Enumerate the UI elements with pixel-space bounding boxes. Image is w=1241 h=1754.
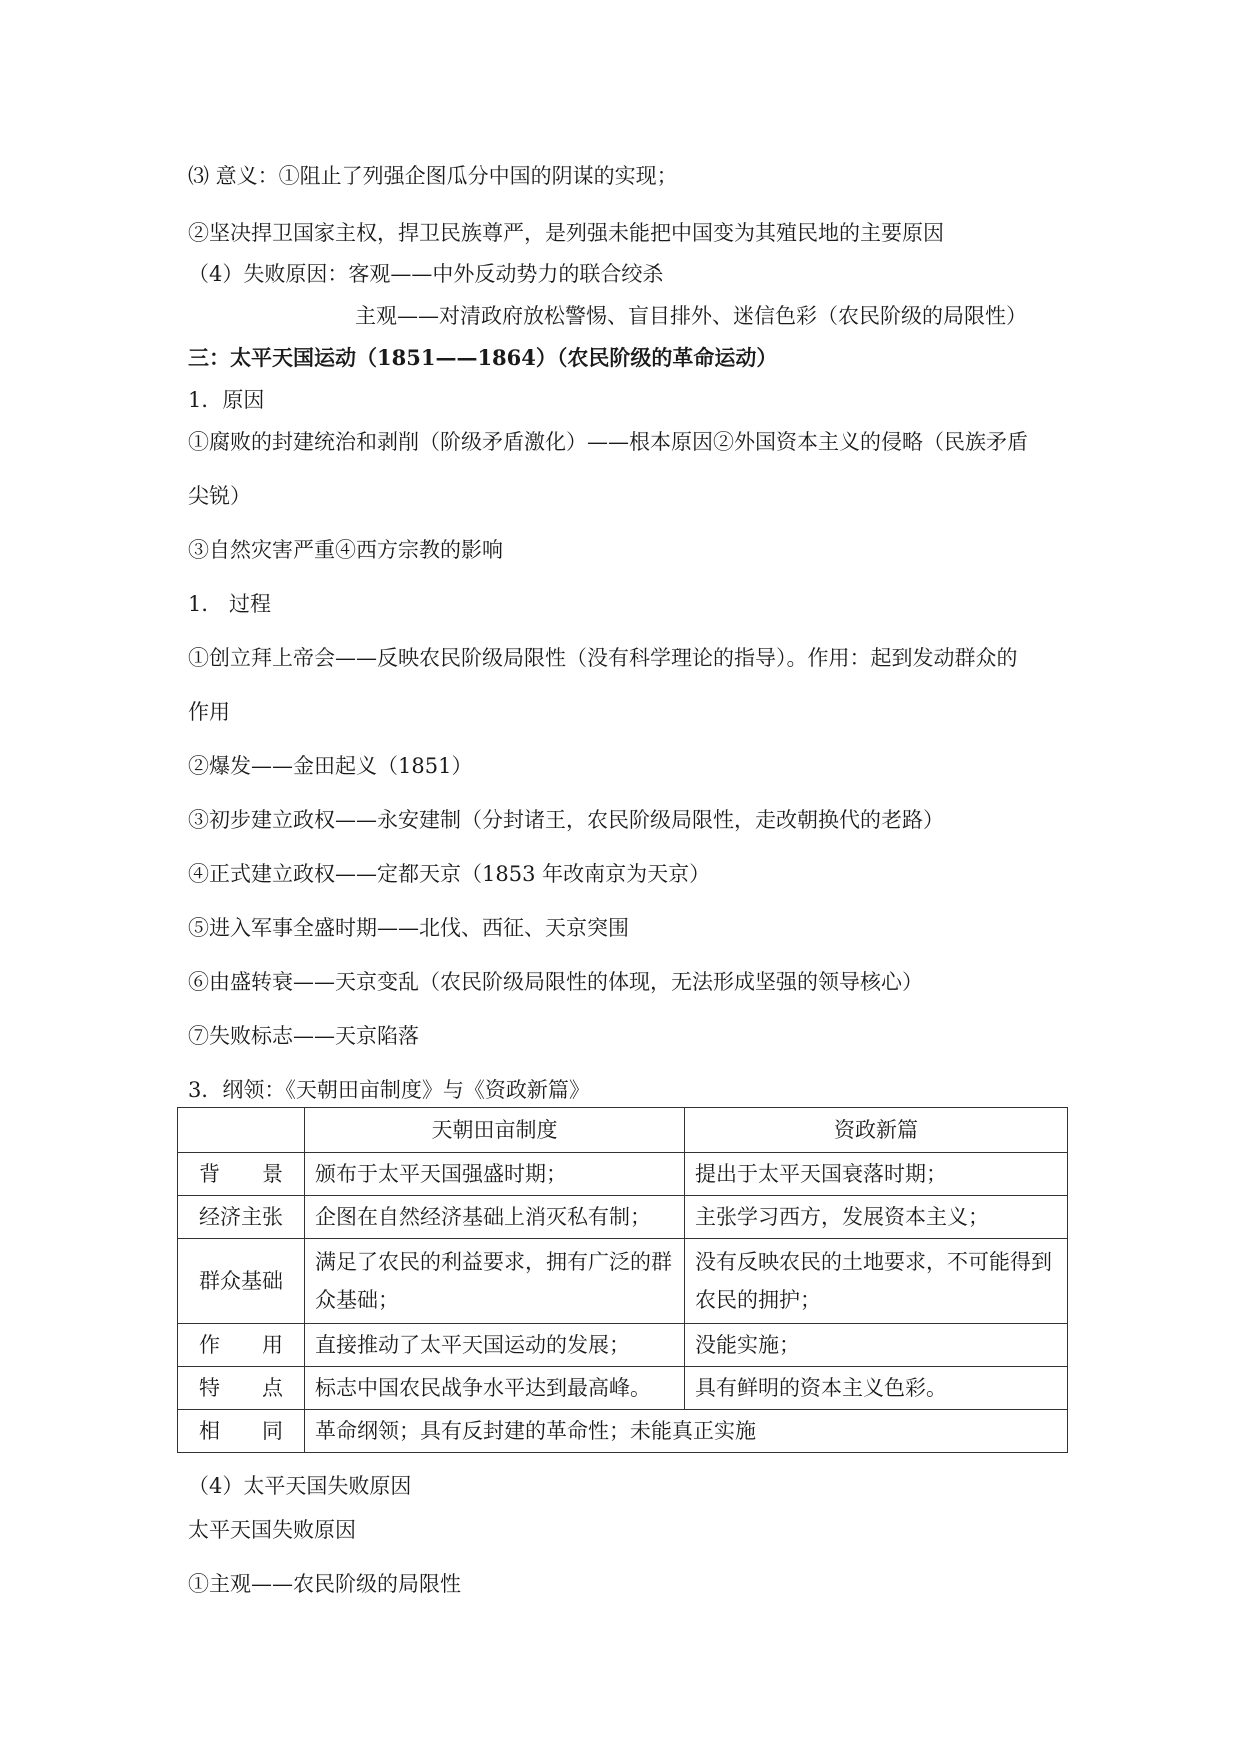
- text-line: ①主观——农民阶级的局限性: [188, 1572, 461, 1596]
- text-line: ⑶ 意义：①阻止了列强企图瓜分中国的阴谋的实现；: [188, 164, 678, 188]
- text-line: 作用: [188, 700, 230, 724]
- row-label: 作 用: [178, 1324, 305, 1367]
- text-line: 3．纲领：《天朝田亩制度》与《资政新篇》: [188, 1078, 590, 1102]
- table-header-cell: [178, 1108, 305, 1153]
- table-cell: 主张学习西方，发展资本主义；: [685, 1196, 1068, 1239]
- text-line: ⑤进入军事全盛时期——北伐、西征、天京突围: [188, 916, 629, 940]
- table-cell: 提出于太平天国衰落时期；: [685, 1153, 1068, 1196]
- text-line: 尖锐）: [188, 484, 251, 508]
- row-label: 相 同: [178, 1410, 305, 1453]
- table-cell: 具有鲜明的资本主义色彩。: [685, 1367, 1068, 1410]
- table-row: [178, 1239, 1068, 1324]
- table-row: [178, 1324, 1068, 1367]
- table-row: [178, 1410, 1068, 1453]
- text-line: 1． 过程: [188, 592, 272, 616]
- text-line: ①腐败的封建统治和剥削（阶级矛盾激化）——根本原因②外国资本主义的侵略（民族矛盾: [188, 430, 1028, 454]
- table-cell: 没有反映农民的土地要求，不可能得到农民的拥护；: [685, 1239, 1068, 1324]
- row-label: 背 景: [178, 1153, 305, 1196]
- row-label: 群众基础: [178, 1239, 305, 1324]
- table-cell: 企图在自然经济基础上消灭私有制；: [305, 1196, 685, 1239]
- text-line: 太平天国失败原因: [188, 1518, 356, 1542]
- table-cell-merged: 革命纲领；具有反封建的革命性；未能真正实施: [305, 1410, 1068, 1453]
- text-line: ③初步建立政权——永安建制（分封诸王，农民阶级局限性，走改朝换代的老路）: [188, 808, 944, 832]
- text-line: 主观——对清政府放松警惕、盲目排外、迷信色彩（农民阶级的局限性）: [355, 304, 1027, 328]
- row-label: 经济主张: [178, 1196, 305, 1239]
- table-row: [178, 1196, 1068, 1239]
- text-line: ②爆发——金田起义（1851）: [188, 754, 473, 778]
- table-row: [178, 1153, 1068, 1196]
- text-line: （4）太平天国失败原因: [188, 1474, 412, 1498]
- row-label: 特 点: [178, 1367, 305, 1410]
- table-cell: 满足了农民的利益要求，拥有广泛的群众基础；: [305, 1239, 685, 1324]
- text-line: （4）失败原因：客观——中外反动势力的联合绞杀: [188, 262, 664, 286]
- text-line: ⑦失败标志——天京陷落: [188, 1024, 419, 1048]
- program-comparison-table: [177, 1107, 1068, 1453]
- text-line: 1．原因: [188, 388, 265, 412]
- table-header-cell: 资政新篇: [685, 1108, 1068, 1153]
- table-cell: 没能实施；: [685, 1324, 1068, 1367]
- text-line: ①创立拜上帝会——反映农民阶级局限性（没有科学理论的指导）。作用：起到发动群众的: [188, 646, 1018, 670]
- table-cell: 标志中国农民战争水平达到最高峰。: [305, 1367, 685, 1410]
- text-line: ②坚决捍卫国家主权，捍卫民族尊严，是列强未能把中国变为其殖民地的主要原因: [188, 221, 944, 245]
- table-cell: 颁布于太平天国强盛时期；: [305, 1153, 685, 1196]
- table-cell: 直接推动了太平天国运动的发展；: [305, 1324, 685, 1367]
- text-line: ④正式建立政权——定都天京（1853 年改南京为天京）: [188, 862, 711, 886]
- text-line: ③自然灾害严重④西方宗教的影响: [188, 538, 503, 562]
- section-heading: 三：太平天国运动（1851——1864）（农民阶级的革命运动）: [188, 345, 778, 370]
- table-header-cell: 天朝田亩制度: [305, 1108, 685, 1153]
- table-row: [178, 1367, 1068, 1410]
- text-line: ⑥由盛转衰——天京变乱（农民阶级局限性的体现，无法形成坚强的领导核心）: [188, 970, 923, 994]
- table-header-row: [178, 1108, 1068, 1153]
